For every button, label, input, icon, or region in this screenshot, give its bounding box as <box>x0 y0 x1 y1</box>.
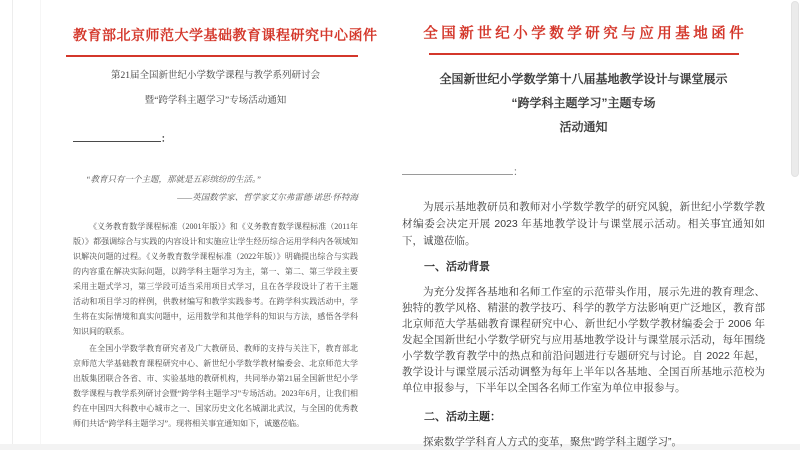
left-letterhead-title: 教育部北京师范大学基础教育课程研究中心函件 <box>73 27 378 43</box>
right-addressee-line <box>402 164 765 179</box>
right-section1-heading: 一、活动背景 <box>424 261 490 273</box>
left-addressee-colon: ： <box>161 134 171 145</box>
right-letter-page <box>402 0 765 451</box>
left-doc-title-line1: 第21届全国新世纪小学数学课程与教学系列研讨会 <box>110 71 320 81</box>
right-letterhead-title: 全国新世纪小学数学研究与应用基地函件 <box>423 26 748 42</box>
right-doc-title-line3: 活动通知 <box>559 120 608 134</box>
left-epigraph-quote: “教育只有一个主题，那就是五彩缤纷的生活。” <box>85 174 261 184</box>
right-addressee-blank <box>402 166 513 175</box>
right-section2-paragraph: 探索数学学科育人方式的变革，聚焦“跨学科主题学习”。 <box>423 436 682 448</box>
left-epigraph-attribution: ——英国数学家、哲学家艾尔弗雷德·诺思·怀特海 <box>177 192 358 202</box>
left-body-paragraph-1: 《义务教育数学课程标准（2001年版）》和《义务教育数学课程标准（2011年版）》都强调综合与实践的内容设计和实施应让学生经历综合运用学科内各领域知识解决问题的过程。《义务教育数学课程标准（2022年版）》明确提出综合与实践的内容重在解决实际问题，以跨学科主题学习为主，第一、第二、第三学段主要采用主题式学习，第三学段可适当采用项目式学习，且在各学段设计了若干主题活动和项目学习的样例，供教材编写和教学实践参考。在跨学科实践活动中，学生将在实际情境和真实问题中，运用数学和其他学科的知识与方法，感悟各学科知识间的联系。 <box>73 222 358 336</box>
left-doc-title-line2: 暨“跨学科主题学习”专场活动通知 <box>144 96 287 106</box>
right-doc-title-line2: “跨学科主题学习”主题专场 <box>511 96 656 110</box>
page-edge-line-faint <box>40 0 41 450</box>
left-addressee-line <box>73 130 358 145</box>
right-section1-paragraph: 为充分发挥各基地和名师工作室的示范带头作用，展示先进的教育理念、独特的教学风格、精湛的教学技巧、科学的教学方法影响更广泛地区，教育部北京师范大学基础教育课程研究中心、新世纪小学数学教材编委会于 2006 年发起全国新世纪小学数学研究与应用基地教学设计与课堂展示活动，每年围绕小学数学教育教学中的热点和前沿问题进行专题研究与讨论。自 2022 年起，教学设计与课堂展示活动调整为每年上半年以各基地、全国百所基地示范校为单位申报参与，下半年以全国各名师工作室为单位申报参与。 <box>402 286 765 394</box>
right-intro-paragraph: 为展示基地教研员和教师对小学数学教学的研究风貌，新世纪小学数学教材编委会决定开展 2023 年基地教学设计与课堂展示活动。相关事宜通知如下，诚邀莅临。 <box>402 201 765 247</box>
left-letter-page <box>73 0 378 431</box>
right-letterhead-rule <box>429 53 739 55</box>
left-addressee-blank <box>73 133 161 142</box>
left-letterhead-rule <box>66 55 358 57</box>
left-body-paragraph-2: 在全国小学数学教育研究者及广大教研员、教师的支持与关注下，教育部北京师范大学基础教育课程研究中心、新世纪小学数学教材编委会、北京师范大学出版集团联合各省、市、实验基地的教研机构，共同举办第21届全国新世纪小学数学课程与教学系列研讨会暨“跨学科主题学习”专场活动。2023年6月，让我们相约在中国四大科教中心城市之一、国家历史文化名城湖北武汉，与全国的优秀教师们共话“跨学科主题学习”。现将相关事宜通知如下，诚邀莅临。 <box>73 344 358 428</box>
right-doc-title-line1: 全国新世纪小学数学第十八届基地教学设计与课堂展示 <box>439 72 728 86</box>
right-addressee-colon: ： <box>513 166 524 178</box>
scrollbar-thumb[interactable] <box>791 1 799 177</box>
right-section2-heading: 二、活动主题： <box>424 411 501 423</box>
page-edge-line <box>12 0 13 450</box>
